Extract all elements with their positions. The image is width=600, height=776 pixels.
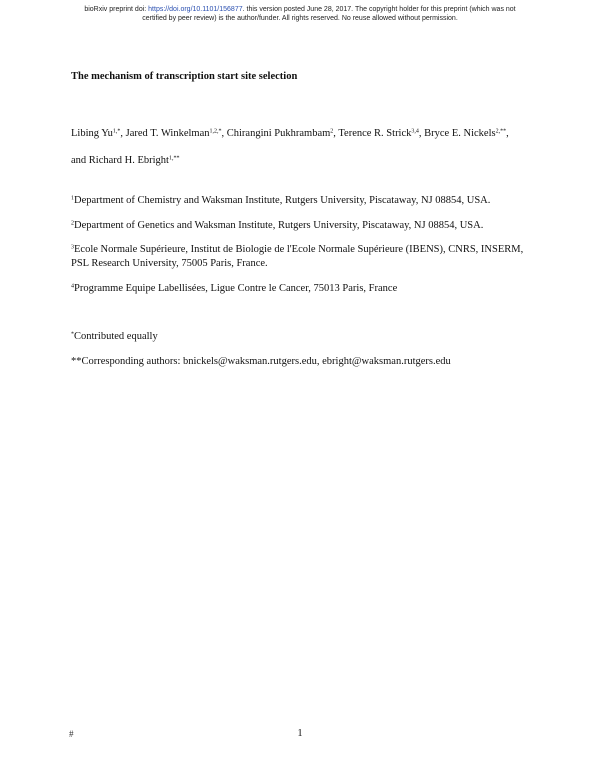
affiliation-4: $^4$Programme Equipe Labellisées, Ligue Contre le Cancer, 75013 Paris, France — [71, 283, 398, 294]
corresponding-authors-note: **Corresponding authors: bnickels@waksman.rutgers.edu, ebright@waksman.rutgers.edu — [71, 356, 451, 367]
doi-link[interactable]: https://doi.org/10.1101/156877 — [148, 6, 243, 13]
affiliation-1: $^1$Department of Chemistry and Waksman Institute, Rutgers University, Piscataway, NJ 08854, USA. — [71, 195, 491, 206]
author-list — [71, 120, 541, 174]
author-4: Terence R. Strick$^{3,4}$, — [338, 128, 425, 139]
author-2: Jared T. Winkelman$^{1,2,*}$, — [125, 128, 227, 139]
header-prefix: bioRxiv preprint doi: — [84, 6, 149, 13]
author-1: Libing $Yu^{1,*}$, — [71, 128, 126, 139]
page-number: 1 — [297, 728, 303, 739]
preprint-header — [0, 5, 600, 23]
author-5: Bryce E. Nickels$^{2,**}$, — [424, 128, 509, 139]
header-line-1 — [0, 5, 600, 14]
paper-title: The mechanism of transcription start site selection — [71, 71, 298, 82]
footer-mark: # — [69, 729, 74, 739]
contributed-equally-note: *Contributed equally — [71, 331, 158, 342]
header-line-2: certified by peer review) is the author/funder. All rights reserved. No reuse allowed without permission. — [142, 15, 458, 22]
affiliation-2: $^2$Department of Genetics and Waksman Institute, Rutgers University, Piscataway, NJ 08854, USA. — [71, 220, 484, 231]
author-6: and Richard H. Ebright$^{1,**}$ — [71, 155, 180, 166]
affiliation-3: $^3$Ecole Normale Supérieure, Institut de Biologie de l'Ecole Normale Supérieure (IBENS), CNRS, INSERM, PSL Research University, 75005 Paris, France. — [71, 244, 524, 269]
header-suffix: . this version posted June 28, 2017. The copyright holder for this preprint (which was not — [242, 6, 516, 13]
author-3: Chirangini Pukhrambam$^2$, — [226, 128, 339, 139]
